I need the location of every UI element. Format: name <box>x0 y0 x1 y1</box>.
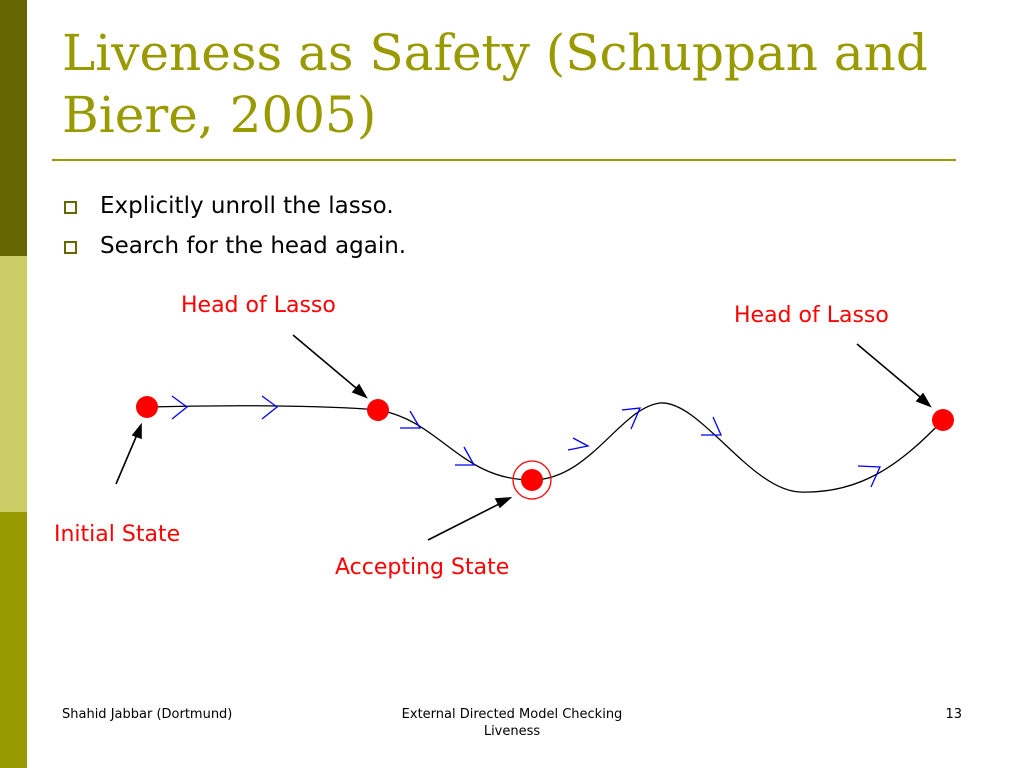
label-head-of-lasso-1: Head of Lasso <box>181 293 336 318</box>
initial-state-node <box>136 396 158 418</box>
label-accepting-state: Accepting State <box>335 555 510 580</box>
label-initial-state: Initial State <box>54 522 181 547</box>
bullet-text: Search for the head again. <box>100 233 407 259</box>
footer-subject-line2: Liveness <box>483 724 541 739</box>
arrowhead-icon <box>400 411 420 428</box>
hollow-square-bullet-icon <box>64 241 77 254</box>
bullet-item-search <box>62 226 406 266</box>
head-of-lasso-node <box>367 399 389 421</box>
sidebar-band-top <box>0 0 27 256</box>
bullet-list <box>62 186 406 266</box>
pointer-arrowhead-icon <box>496 498 510 507</box>
pointer-arrow-initial <box>116 430 139 484</box>
head-of-lasso-repeat-node <box>932 409 954 431</box>
bullet-text: Explicitly unroll the lasso. <box>100 193 394 219</box>
footer-subject <box>382 706 642 740</box>
arrowhead-icon <box>262 396 277 419</box>
arrowhead-icon <box>172 396 187 419</box>
arrowhead-icon <box>568 438 588 450</box>
pointer-arrow-head2 <box>857 344 926 402</box>
footer-author: Shahid Jabbar (Dortmund) <box>62 707 233 722</box>
arrowhead-icon <box>622 408 640 429</box>
label-head-of-lasso-2: Head of Lasso <box>734 303 889 328</box>
accepting-state-node <box>521 469 543 491</box>
footer-subject-line1: External Directed Model Checking <box>401 707 623 722</box>
pointer-arrow-accepting <box>428 501 505 540</box>
pointer-arrow-head1 <box>293 335 362 393</box>
title-underline-rule <box>52 159 956 161</box>
bullet-item-unroll <box>62 186 406 226</box>
footer-page-number: 13 <box>945 707 962 722</box>
arrowhead-icon <box>858 466 880 487</box>
pointer-arrowhead-icon <box>133 425 141 438</box>
lasso-diagram <box>0 270 1024 600</box>
hollow-square-bullet-icon <box>64 201 77 214</box>
slide-title: Liveness as Safety (Schuppan and Biere, 2005) <box>62 24 928 144</box>
